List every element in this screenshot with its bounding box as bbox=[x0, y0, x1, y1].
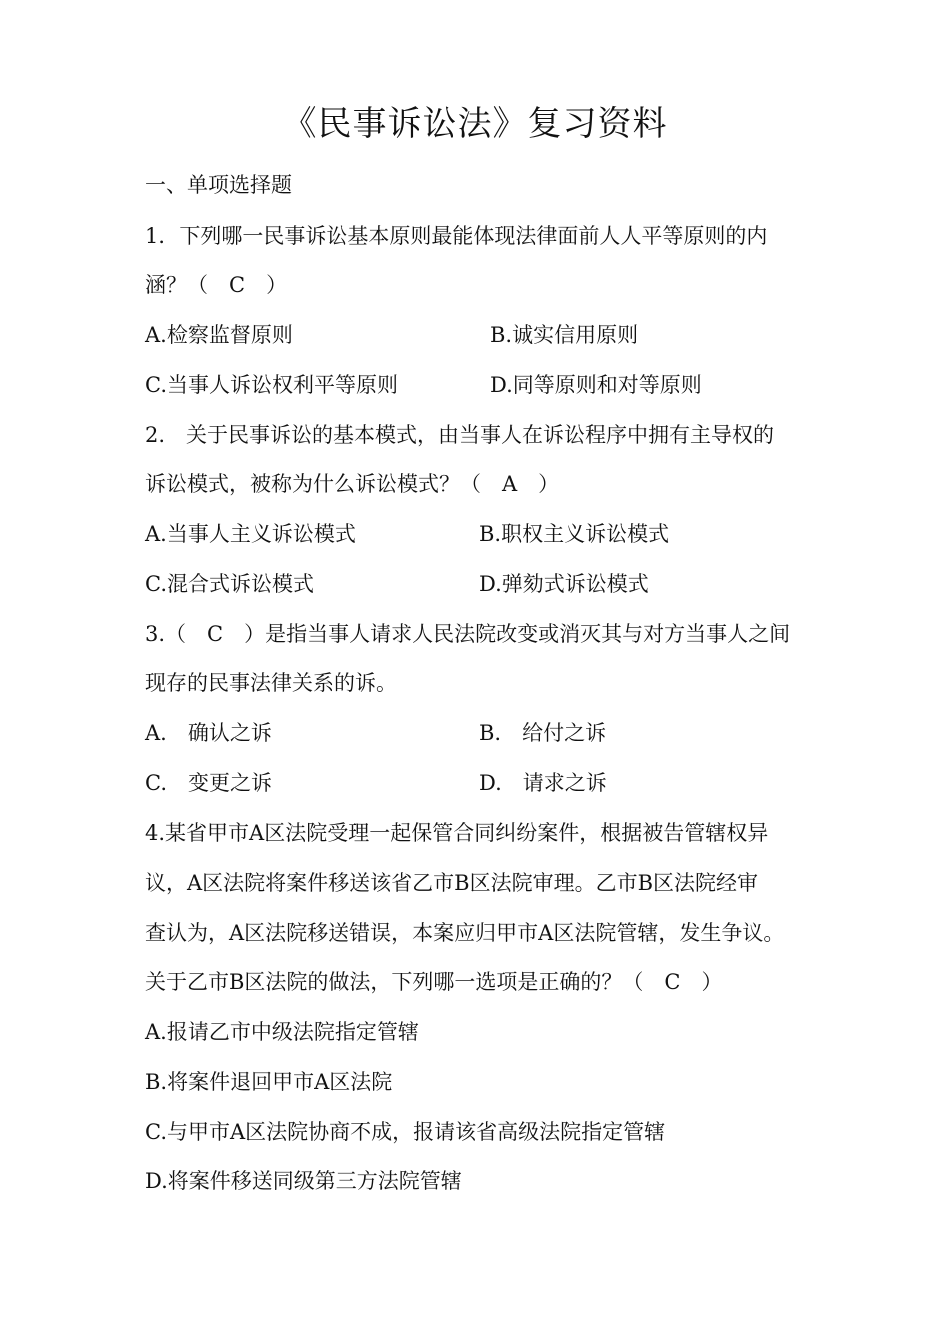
question-4-option-b: B.将案件退回甲市A区法院 bbox=[145, 1070, 393, 1094]
question-1-option-b: B.诚实信用原则 bbox=[490, 323, 639, 347]
question-2-option-c: C.混合式诉讼模式 bbox=[145, 572, 314, 596]
question-2-line-1: 2. 关于民事诉讼的基本模式，由当事人在诉讼程序中拥有主导权的 bbox=[145, 423, 775, 447]
question-4-option-a: A.报请乙市中级法院指定管辖 bbox=[145, 1020, 419, 1044]
question-3-option-d: D. 请求之诉 bbox=[479, 771, 607, 795]
question-4-line-3: 查认为，A区法院移送错误，本案应归甲市A区法院管辖，发生争议。 bbox=[145, 921, 785, 945]
question-2-option-a: A.当事人主义诉讼模式 bbox=[145, 522, 356, 546]
question-1-line-2: 涵？（ C ） bbox=[145, 273, 288, 297]
question-4-line-4: 关于乙市B区法院的做法，下列哪一选项是正确的？（ C ） bbox=[145, 970, 723, 994]
question-1-option-a: A.检察监督原则 bbox=[145, 323, 293, 347]
question-4-line-2: 议，A区法院将案件移送该省乙市B区法院审理。乙市B区法院经审 bbox=[145, 871, 759, 895]
question-4-line-1: 4.某省甲市A区法院受理一起保管合同纠纷案件，根据被告管辖权异 bbox=[145, 821, 769, 845]
question-4-option-c: C.与甲市A区法院协商不成，报请该省高级法院指定管辖 bbox=[145, 1120, 666, 1144]
question-1-line-1: 1．下列哪一民事诉讼基本原则最能体现法律面前人人平等原则的内 bbox=[145, 224, 768, 248]
question-4-option-d: D.将案件移送同级第三方法院管辖 bbox=[145, 1169, 462, 1193]
question-1-option-d: D.同等原则和对等原则 bbox=[490, 373, 702, 397]
section-heading: 一、单项选择题 bbox=[145, 173, 292, 197]
question-2-line-2: 诉讼模式，被称为什么诉讼模式？（ A ） bbox=[145, 472, 560, 496]
question-3-option-b: B. 给付之诉 bbox=[479, 721, 607, 745]
question-2-option-b: B.职权主义诉讼模式 bbox=[479, 522, 670, 546]
question-2-option-d: D.弹劾式诉讼模式 bbox=[479, 572, 649, 596]
document-title: 《民事诉讼法》复习资料 bbox=[282, 104, 668, 144]
question-3-option-a: A. 确认之诉 bbox=[145, 721, 272, 745]
question-3-line-1: 3.（ C ）是指当事人请求人民法院改变或消灭其与对方当事人之间 bbox=[145, 622, 791, 646]
question-3-line-2: 现存的民事法律关系的诉。 bbox=[145, 671, 397, 695]
question-3-option-c: C. 变更之诉 bbox=[145, 771, 272, 795]
question-1-option-c: C.当事人诉讼权利平等原则 bbox=[145, 373, 398, 397]
